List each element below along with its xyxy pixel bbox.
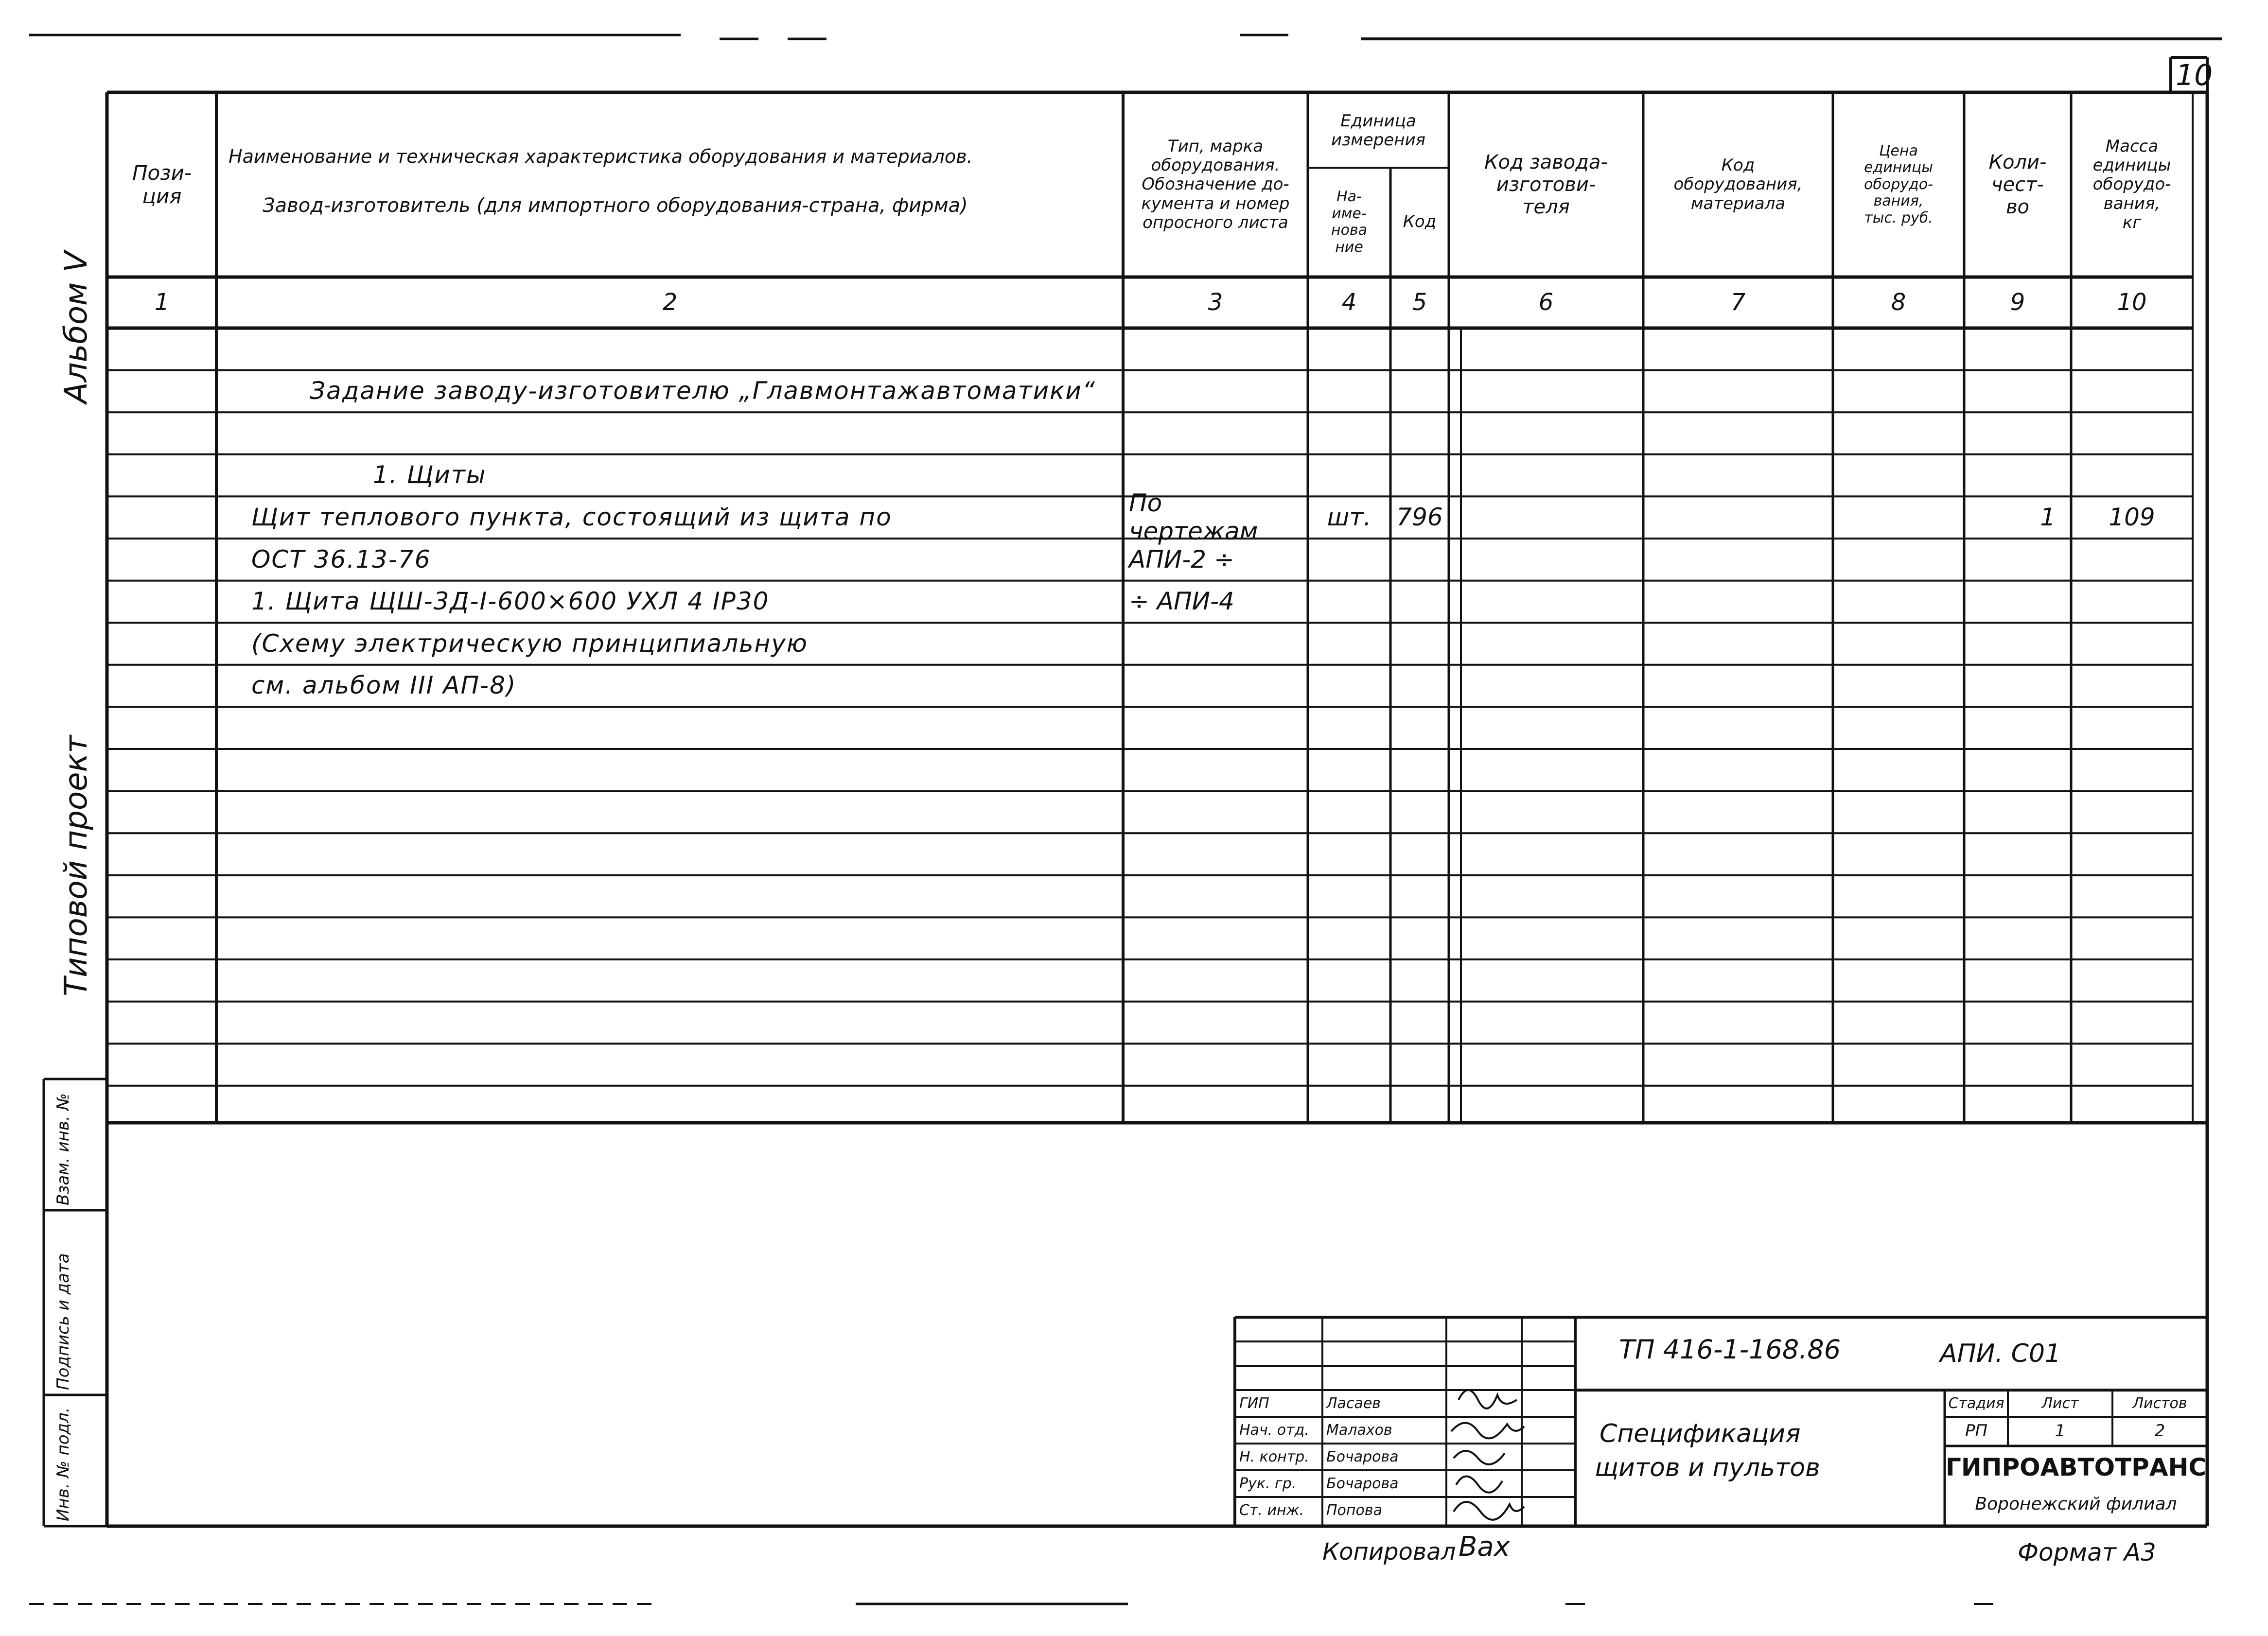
title-line1: Спецификация: [1600, 1419, 1801, 1448]
role-person: Малахов: [1326, 1421, 1392, 1439]
typical-project-label: Типовой проект: [58, 735, 94, 996]
role-title: Рук. гр.: [1239, 1475, 1297, 1492]
album-label: Альбом V: [58, 251, 94, 403]
signature-mark: [1459, 1390, 1517, 1409]
cell-c5: 796: [1396, 503, 1443, 531]
cell-c3: АПИ-2 ÷: [1129, 545, 1234, 574]
title-line2: щитов и пультов: [1595, 1453, 1820, 1482]
cell-c2: ОСТ 36.13-76: [251, 545, 431, 574]
sheet-value: 1: [2055, 1421, 2066, 1441]
role-title: Н. контр.: [1239, 1448, 1309, 1465]
stage-value: РП: [1965, 1421, 1988, 1441]
role-title: ГИП: [1239, 1394, 1269, 1412]
stamp-inventory-original: Инв. № подл.: [53, 1407, 73, 1521]
col-number: 7: [1730, 289, 1746, 316]
col-number: 4: [1341, 289, 1357, 316]
cell-c2: 1. Щита ЩШ-3Д-I-600×600 УХЛ 4 IР30: [251, 587, 770, 616]
col-number: 8: [1891, 289, 1906, 316]
role-person: Попова: [1326, 1501, 1382, 1519]
cell-c10: 109: [2109, 503, 2155, 531]
role-person: Ласаев: [1326, 1394, 1381, 1412]
header-mass: Масса единицы оборудо- вания, кг: [2092, 137, 2171, 232]
copied-by-signature: Вах: [1459, 1531, 1510, 1563]
cell-c9: 1: [2040, 503, 2056, 531]
sheets-label: Листов: [2132, 1394, 2187, 1412]
cell-c2: 1. Щиты: [373, 461, 487, 489]
role-person: Бочарова: [1326, 1475, 1399, 1492]
stage-label: Стадия: [1948, 1394, 2004, 1412]
header-price: Цена единицы оборудо- вания, тыс. руб.: [1864, 142, 1933, 226]
role-title: Нач. отд.: [1239, 1421, 1309, 1439]
copied-by-label: Копировал: [1322, 1538, 1456, 1566]
header-type: Тип, марка оборудования. Обозначение до- кумента и номер опросного листа: [1141, 137, 1290, 232]
signature-mark: [1454, 1502, 1524, 1520]
col-number: 3: [1208, 289, 1223, 316]
cell-c2: Щит теплового пункта, состоящий из щита по: [251, 503, 892, 531]
role-person: Бочарова: [1326, 1448, 1399, 1465]
col-number: 10: [2117, 289, 2147, 316]
cell-c2: (Схему электрическую принципиальную: [251, 629, 809, 658]
header-unit: Единица измерения: [1331, 111, 1426, 150]
stamp-signature-date: Подпись и дата: [53, 1253, 73, 1390]
cell-c2: см. альбом III АП-8): [251, 671, 517, 700]
cell-c3: По чертежам: [1129, 489, 1258, 545]
header-equip-code: Код оборудования, материала: [1673, 156, 1803, 213]
sheet-label: Лист: [2041, 1394, 2079, 1412]
signature-mark: [1451, 1423, 1524, 1439]
doc-code: ТП 416-1-168.86: [1619, 1334, 1841, 1365]
signature-mark: [1454, 1451, 1505, 1464]
organization-name: ГИПРОАВТОТРАНС: [1945, 1453, 2207, 1482]
sheet-code: АПИ. С01: [1940, 1339, 2061, 1368]
sheets-value: 2: [2154, 1421, 2165, 1441]
header-maker-code: Код завода- изготови- теля: [1484, 151, 1608, 218]
col-number: 5: [1412, 289, 1427, 316]
role-title: Ст. инж.: [1239, 1501, 1304, 1519]
col-number: 1: [154, 289, 170, 316]
header-unit-code: Код: [1403, 212, 1437, 232]
header-position: Пози- ция: [132, 160, 192, 208]
header-unit-name: На- име- нова ние: [1331, 188, 1368, 256]
col-number: 9: [2010, 289, 2025, 316]
page-number: 10: [2176, 58, 2213, 92]
cell-c3: ÷ АПИ-4: [1129, 587, 1234, 616]
col-number: 6: [1538, 289, 1554, 316]
header-qty: Коли- чест- во: [1988, 151, 2047, 218]
header-name-line1: Наименование и техническая характеристика оборудования и материалов.: [229, 146, 973, 167]
sheet-format: Формат А3: [2018, 1538, 2156, 1566]
signature-mark: [1456, 1477, 1502, 1493]
cell-c2: Задание заводу-изготовителю „Главмонтажавтоматики“: [310, 377, 1096, 405]
cell-c4: шт.: [1327, 503, 1371, 531]
col-number: 2: [662, 289, 678, 316]
header-name-line2: Завод-изготовитель (для импортного оборудования-страна, фирма): [263, 194, 968, 217]
stamp-replacement-inventory: Взам. инв. №: [53, 1093, 73, 1205]
branch-name: Воронежский филиал: [1975, 1494, 2177, 1514]
